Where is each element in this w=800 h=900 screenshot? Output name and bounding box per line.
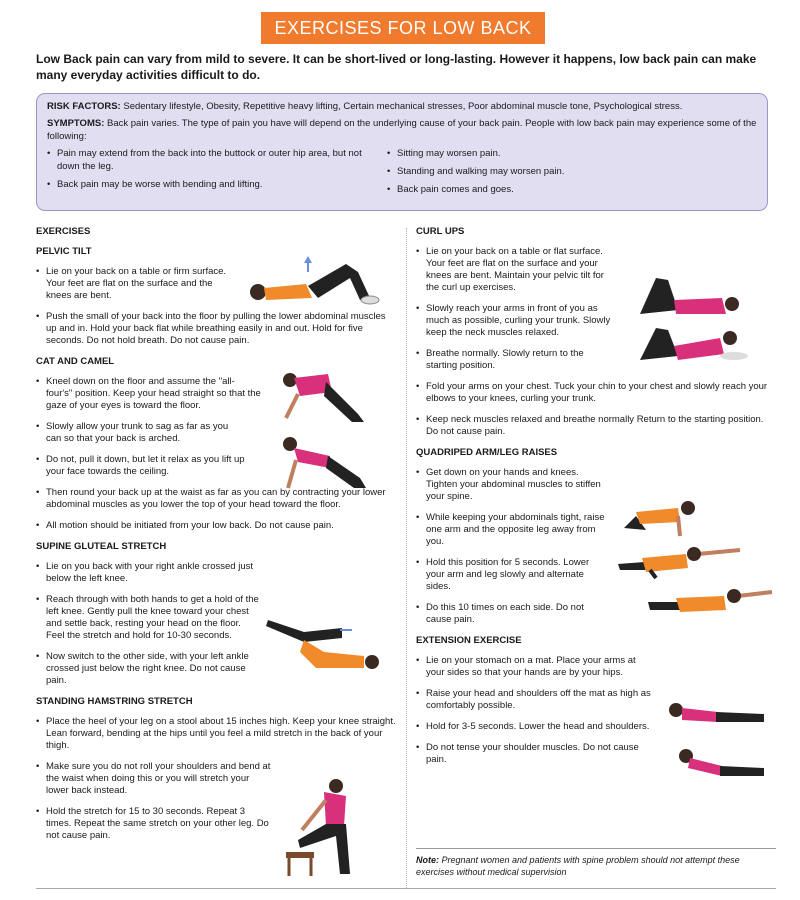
list-item: • Hold this position for 5 seconds. Lower your arm and leg slowly and alternate sides.	[416, 557, 606, 593]
legs-icon	[618, 562, 646, 570]
list-item: • Hold for 3-5 seconds. Lower the head and shoulders.	[416, 721, 651, 733]
legs-icon	[716, 712, 764, 722]
list-item: • Keep neck muscles relaxed and breathe normally Return to the starting position. Do not cause pain.	[416, 414, 776, 438]
list-item: • Fold your arms on your chest. Tuck your chin to your chest and slowly reach your elbows to your knees, curling your trunk.	[416, 381, 776, 405]
list-item: • Kneel down on the floor and assume the "all-four's" position. Keep your head straight so that the gaze of your eyes is toward the floor.	[36, 376, 261, 412]
hamstring-figure	[280, 776, 364, 880]
list-item: • Back pain comes and goes.	[387, 183, 564, 196]
cat-figure	[272, 366, 372, 426]
legs-icon	[308, 264, 370, 300]
torso-icon	[676, 596, 726, 612]
hamstring-heading: STANDING HAMSTRING STRETCH	[36, 696, 193, 707]
quadriped-figure-1	[616, 498, 716, 538]
arm-icon	[288, 460, 296, 488]
list-item: • All motion should be initiated from your low back. Do not cause pain.	[36, 520, 398, 532]
quadriped-figure-3	[646, 586, 776, 626]
curl-ups-heading: CURL UPS	[416, 226, 465, 237]
arm-icon	[302, 800, 326, 830]
arm-icon	[286, 394, 298, 418]
list-item: • Lie on your back on a table or flat surface. Your feet are flat on the surface and your knees are bent. Maintain your pelvic tilt for the curl up exercises.	[416, 246, 616, 294]
mat-icon	[720, 352, 748, 360]
torso-icon	[688, 758, 722, 776]
list-item: • Hold the stretch for 15 to 30 seconds. Repeat 3 times. Repeat the same stretch on your other leg. Do not cause pain.	[36, 806, 271, 842]
list-item: • Reach through with both hands to get a hold of the left knee. Gently pull the knee toward your chest and settle back, resting your head on the floor. Feel the stretch and hold for 10-30 seconds.	[36, 594, 261, 642]
arm-icon	[678, 516, 680, 536]
exercises-heading: EXERCISES	[36, 226, 91, 237]
arm-icon	[738, 592, 772, 596]
list-item: • Lie on you back with your right ankle crossed just below the left knee.	[36, 561, 261, 585]
list-item: • Back pain may be worse with bending and lifting.	[47, 178, 387, 191]
extension-heading: EXTENSION EXERCISE	[416, 635, 522, 646]
head-icon	[725, 297, 739, 311]
legs-icon	[326, 456, 366, 488]
torso-icon	[642, 554, 688, 572]
legs-icon	[324, 382, 364, 422]
head-icon	[669, 703, 683, 717]
supine-gluteal-figure	[264, 612, 384, 674]
symptoms-list	[47, 147, 757, 201]
legs-icon	[298, 824, 350, 874]
list-item: • Now switch to the other side, with your left ankle crossed just below the right knee. Do not cause pain.	[36, 651, 261, 687]
torso-icon	[636, 508, 680, 524]
stool-icon	[286, 852, 314, 858]
quadriped-figure-2	[616, 542, 746, 582]
column-divider	[406, 228, 407, 888]
list-item: • Do not tense your shoulder muscles. Do not cause pain.	[416, 742, 651, 766]
list-item: • Standing and walking may worsen pain.	[387, 165, 564, 178]
legs-icon	[648, 602, 680, 610]
risk-factors: RISK FACTORS: Sedentary lifestyle, Obesity, Repetitive heavy lifting, Certain mechanical stresses, Poor abdominal muscle tone, Psychological stress.	[47, 101, 683, 112]
list-item: • Get down on your hands and knees. Tighten your abdominal muscles to stiffen your spine.	[416, 467, 606, 503]
pelvic-tilt-figure	[246, 254, 386, 310]
torso-icon	[300, 640, 364, 668]
list-item: • Sitting may worsen pain.	[387, 147, 564, 160]
legs-icon	[266, 620, 342, 642]
list-item: • Raise your head and shoulders off the mat as high as comfortably possible.	[416, 688, 651, 712]
head-icon	[365, 655, 379, 669]
extension-figure-2	[676, 748, 768, 780]
legs-icon	[720, 766, 764, 776]
cat-camel-heading: CAT AND CAMEL	[36, 356, 115, 367]
curl-up-figure-2	[634, 324, 750, 364]
symptoms-intro: SYMPTOMS: Back pain varies. The type of pain you have will depend on the underlying cause of your back pain. People with low back pain may experience some of the following:	[47, 118, 757, 142]
arrow-head-icon	[304, 256, 312, 263]
list-item: • While keeping your abdominals tight, raise one arm and the opposite leg away from you.	[416, 512, 606, 548]
list-item: • Place the heel of your leg on a stool about 15 inches high. Keep your knee straight. Lean forward, bending at the hips until you feel a mild stretch in the back of your thigh.	[36, 716, 398, 752]
head-icon	[329, 779, 343, 793]
list-item: • Then round your back up at the waist as far as you can by contracting your lower abdominal muscles as you lower the top of your head toward the floor.	[36, 487, 398, 511]
list-item: • Slowly reach your arms in front of you as much as possible, curling your trunk. Slowly keep the neck muscles relaxed.	[416, 303, 616, 339]
intro-paragraph: Low Back pain can vary from mild to severe. It can be short-lived or long-lasting. However it happens, low back pain can make many everyday activities difficult to do.	[36, 52, 757, 82]
list-item: • Make sure you do not roll your shoulders and bend at the waist when doing this or you will stretch your lower back instead.	[36, 761, 271, 797]
camel-figure	[276, 432, 372, 494]
list-item: • Pain may extend from the back into the buttock or outer hip area, but not down the leg.	[47, 147, 387, 173]
list-item: • Do not, pull it down, but let it relax as you lift up your face towards the ceiling.	[36, 454, 246, 478]
list-item: • Push the small of your back into the floor by pulling the lower abdominal muscles up and in. Hold your back flat while breathing easily in and out. Hold for five seconds. Do not hold breath. Do not cause pain.	[36, 311, 398, 347]
shoe-icon	[361, 296, 379, 304]
list-item: • Do this 10 times on each side. Do not cause pain.	[416, 602, 606, 626]
list-item: • Breathe normally. Slowly return to the starting position.	[416, 348, 616, 372]
torso-icon	[674, 338, 724, 360]
list-item: • Lie on your back on a table or firm surface. Your feet are flat on the surface and the knees are bent.	[36, 266, 236, 302]
left-column	[36, 226, 398, 851]
supine-gluteal-heading: SUPINE GLUTEAL STRETCH	[36, 541, 167, 552]
bottom-rule	[36, 888, 776, 889]
quadriped-heading: QUADRIPED ARM/LEG RAISES	[416, 447, 558, 458]
extension-figure-1	[664, 698, 768, 728]
torso-icon	[324, 792, 346, 826]
torso-icon	[264, 284, 312, 300]
note-block: Note: Pregnant women and patients with spine problem should not attempt these exercises without medical supervision	[416, 848, 776, 878]
head-icon	[250, 284, 266, 300]
head-icon	[727, 589, 741, 603]
arm-icon	[698, 550, 740, 554]
list-item: • Lie on your stomach on a mat. Place your arms at your sides so that your hands are by your hips.	[416, 655, 651, 679]
torso-icon	[682, 708, 718, 722]
list-item: • Slowly allow your trunk to sag as far as you can so that your back is arched.	[36, 421, 246, 445]
risk-symptoms-box	[36, 93, 768, 211]
curl-up-figure-1	[634, 270, 746, 320]
head-icon	[681, 501, 695, 515]
legs-icon	[640, 328, 678, 360]
torso-icon	[674, 298, 726, 314]
page-title: EXERCISES FOR LOW BACK	[261, 12, 545, 44]
legs-icon	[640, 278, 678, 314]
pelvic-tilt-heading: PELVIC TILT	[36, 246, 92, 257]
head-icon	[723, 331, 737, 345]
torso-icon	[294, 448, 330, 468]
head-icon	[687, 547, 701, 561]
